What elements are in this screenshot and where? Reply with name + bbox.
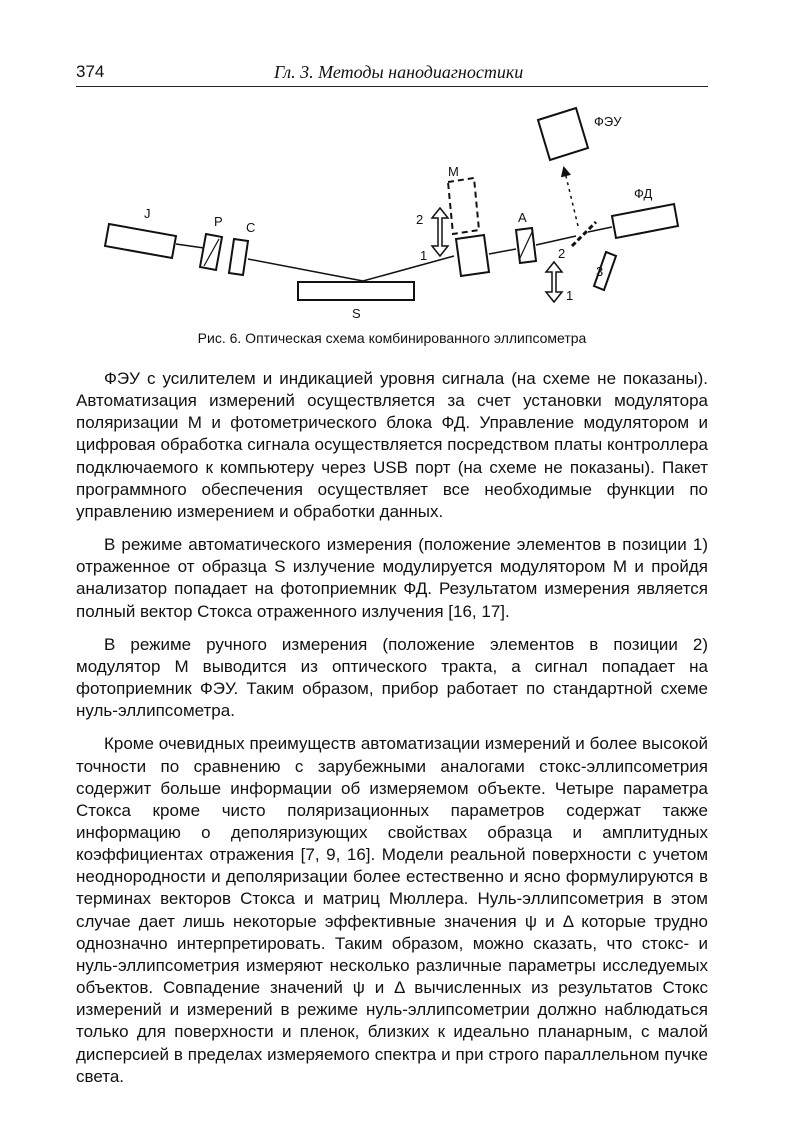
paragraph: В режиме автоматического измерения (положение элементов в позиции 1) отраженное от образца S излучение модулируется модулятором М и пройдя анализатор попадает на фотоприемник ФД. Результатом измерения является полный вектор Стокса отраженного излучения [16, 17]. xyxy=(76,535,708,621)
label-mirror-3: 3 xyxy=(596,264,604,279)
photodetector-fd xyxy=(612,204,678,238)
label-position-2-left: 2 xyxy=(416,212,424,227)
paragraph: В режиме ручного измерения (положение элементов в позиции 2) модулятор М выводится из оптического тракта, а сигнал попадает на фотоприемник ФЭУ. Таким образом, прибор работает по стандартной схеме нуль-эллипсометра. xyxy=(76,634,708,721)
optical-scheme-figure xyxy=(76,96,716,326)
modulator-m-position-1 xyxy=(456,235,489,276)
label-analyzer-a: A xyxy=(518,210,527,225)
label-compensator-c: C xyxy=(246,220,256,235)
mirror-shift-arrow xyxy=(546,262,562,302)
body-text xyxy=(76,368,708,1088)
paragraph: Кроме очевидных преимуществ автоматизации измерений и более высокой точности по сравнению с зарубежными аналогами стокс-эллипсометрия содержит больше информации об измеряемом объекте. Четыре параметра Стокса кроме чисто поляризационных параметров содержат также информацию о деполяризующих свойствах образца и амплитудных коэффициентах отражения [7, 9, 16]. Модели реальной поверхности с учетом неоднородности и деполяризации более естественно и ясно формулируются в терминах векторов Стокса и матриц Мюллера. Нуль-эллипсометрия в этом случае дает лишь некоторые эффективные значения ψ и Δ которые трудно однозначно интерпретировать. Таким образом, можно сказать, что стокс- и нуль-эллипсометрия измеряют несколько различные параметры исследуемых объектов. Совпадение значений ψ и Δ вычисленных из результатов Стокс измерений и измерений в режиме нуль-эллипсометрии должно наблюдаться только для поверхности и пленок, близких к идеально планарным, с малой дисперсией в пределах измеряемого спектра и при строго параллельном пучке света. xyxy=(76,734,708,1086)
paragraph: ФЭУ с усилителем и индикацией уровня сигнала (на схеме не показаны). Автоматизация измерений осуществляется за счет установки модулятора поляризации М и фотометрического блока ФД. Управление модулятором и цифровая обработка сигнала осуществляется посредством платы контроллера подключаемого к компьютеру через USB порт (на схеме не показаны). Пакет программного обеспечения осуществляет все необходимые функции по управлению измерением и обработки данных. xyxy=(76,369,708,521)
label-position-2-right: 2 xyxy=(558,246,566,261)
running-title: Гл. 3. Методы нанодиагностики xyxy=(274,62,524,82)
modulator-m-position-2 xyxy=(448,178,479,234)
label-photodetector: ФД xyxy=(634,186,653,201)
label-sample-s: S xyxy=(352,306,361,321)
page-number: 374 xyxy=(76,62,105,81)
sample-s xyxy=(298,282,414,300)
label-pmt: ФЭУ xyxy=(594,114,622,129)
compensator-c xyxy=(229,239,248,275)
optical-scheme-diagram xyxy=(76,96,716,326)
page-header xyxy=(76,62,708,87)
label-position-1-left: 1 xyxy=(420,248,428,263)
pmt-feu xyxy=(538,108,588,160)
label-position-1-right: 1 xyxy=(566,288,574,303)
label-polarizer-p: P xyxy=(214,214,223,229)
figure-caption: Рис. 6. Оптическая схема комбинированного эллипсометра xyxy=(197,330,587,346)
mirror-position-2 xyxy=(572,222,596,246)
source-j xyxy=(105,224,176,258)
label-modulator-m: M xyxy=(448,164,459,179)
modulator-shift-arrow xyxy=(432,208,448,256)
label-source-j: J xyxy=(144,206,151,221)
